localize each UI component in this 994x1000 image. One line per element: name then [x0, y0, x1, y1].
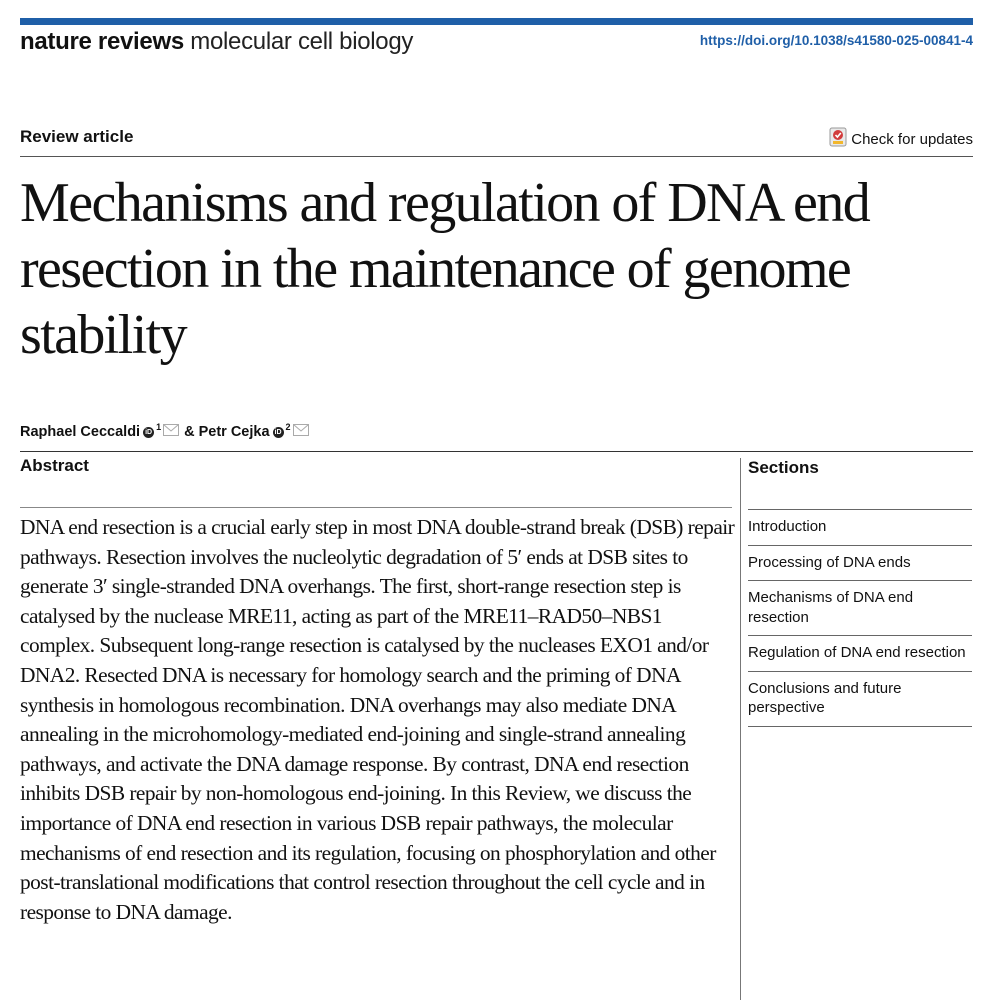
journal-name-bold: nature reviews — [20, 28, 184, 55]
author-name[interactable]: Raphael Ceccaldi — [20, 424, 141, 440]
crossmark-icon — [829, 127, 847, 151]
top-accent-bar — [20, 18, 973, 25]
author-separator: & — [184, 424, 195, 440]
journal-logo[interactable] — [20, 28, 413, 56]
abstract-heading: Abstract — [20, 456, 89, 475]
authors-divider — [20, 451, 973, 452]
section-link-mechanisms[interactable]: Mechanisms of DNA end resection — [748, 581, 972, 636]
sections-nav — [748, 457, 972, 727]
check-for-updates-button[interactable] — [829, 127, 973, 151]
affiliation-number[interactable]: 1 — [156, 422, 162, 432]
abstract-divider — [20, 507, 732, 508]
author-name[interactable]: Petr Cejka — [198, 424, 270, 440]
check-for-updates-label: Check for updates — [851, 130, 973, 148]
article-title: Mechanisms and regulation of DNA end resection in the maintenance of genome stability — [20, 172, 870, 366]
envelope-icon[interactable] — [293, 424, 309, 440]
envelope-icon[interactable] — [163, 424, 179, 440]
orcid-icon[interactable]: iD — [145, 428, 153, 436]
affiliation-number[interactable]: 2 — [285, 422, 291, 432]
section-link-processing[interactable]: Processing of DNA ends — [748, 546, 972, 582]
orcid-icon[interactable]: iD — [274, 428, 282, 436]
doi-link[interactable]: https://doi.org/10.1038/s41580-025-00841-4 — [699, 33, 973, 48]
abstract-text: DNA end resection is a crucial early step in most DNA double-strand break (DSB) repair pathways. Resection involves the nucleolytic degradation of 5′ ends at DSB sites to generate 3′ single-stranded DNA overhangs. The first, short-range resection step is catalysed by the nuclease MRE11, acting as part of the MRE11–RAD50–NBS1 complex. Subsequent long-range resection is catalysed by the nucleases EXO1 and/or DNA2. Resected DNA is necessary for homology search and the priming of DNA synthesis in homologous recombination. DNA overhangs may also mediate DNA annealing in the microhomology-mediated end-joining and single-strand annealing pathways, and activate the DNA damage response. By contrast, DNA end resection inhibits DSB repair by non-homologous end-joining. In this Review, we discuss the importance of DNA end resection in various DSB repair pathways, the molecular mechanisms of end resection and its regulation, focusing on phosphorylation and other post-translational modifications that control resection throughout the cell cycle and in response to DNA damage. — [20, 515, 735, 924]
author-list — [20, 424, 314, 440]
article-type: Review article — [20, 127, 134, 146]
column-divider — [740, 458, 741, 1000]
section-link-conclusions[interactable]: Conclusions and future perspective — [748, 672, 972, 727]
section-link-introduction[interactable]: Introduction — [748, 510, 972, 546]
sections-heading: Sections — [748, 457, 972, 510]
header-divider — [20, 156, 973, 157]
journal-name-light: molecular cell biology — [190, 28, 414, 55]
section-link-regulation[interactable]: Regulation of DNA end resection — [748, 636, 972, 672]
